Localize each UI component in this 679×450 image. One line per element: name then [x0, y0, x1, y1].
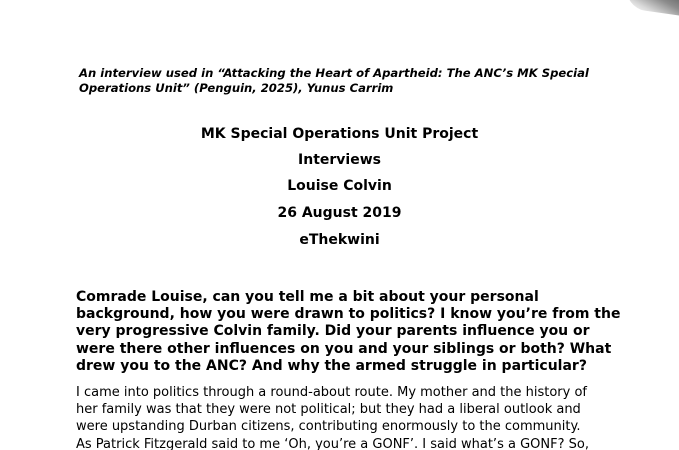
question-line: background, how you were drawn to politics? I know you’re from the	[76, 306, 621, 323]
document-type: Interviews	[298, 152, 381, 168]
answer-line: I came into politics through a round-about route. My mother and the history of	[76, 385, 587, 400]
interview-answer	[76, 384, 636, 450]
answer-line: her family was that they were not political; but they had a liberal outlook and	[76, 402, 581, 418]
interview-question	[76, 289, 636, 375]
interview-date: 26 August 2019	[277, 205, 402, 221]
question-line: were there other influences on you and your siblings or both? What	[76, 340, 612, 357]
question-line: Comrade Louise, can you tell me a bit about your personal	[76, 289, 539, 305]
question-line: very progressive Colvin family. Did your parents influence you or	[76, 323, 590, 340]
citation-line: An interview used in “Attacking the Heart of Apartheid: The ANC’s MK Special	[79, 66, 589, 80]
question-line: drew you to the ANC? And why the armed struggle in particular?	[76, 357, 587, 374]
project-title: MK Special Operations Unit Project	[200, 126, 479, 142]
interview-location: eThekwini	[299, 232, 380, 248]
answer-line: As Patrick Fitzgerald said to me ‘Oh, you’re a GONF’. I said what’s a GONF? So,	[76, 436, 589, 450]
page-curl-decoration	[624, 0, 679, 16]
citation-note	[79, 66, 599, 96]
answer-line: were upstanding Durban citizens, contributing enormously to the community.	[76, 419, 581, 435]
citation-line: Operations Unit” (Penguin, 2025), Yunus Carrim	[79, 81, 394, 95]
interviewee-name: Louise Colvin	[287, 178, 392, 194]
